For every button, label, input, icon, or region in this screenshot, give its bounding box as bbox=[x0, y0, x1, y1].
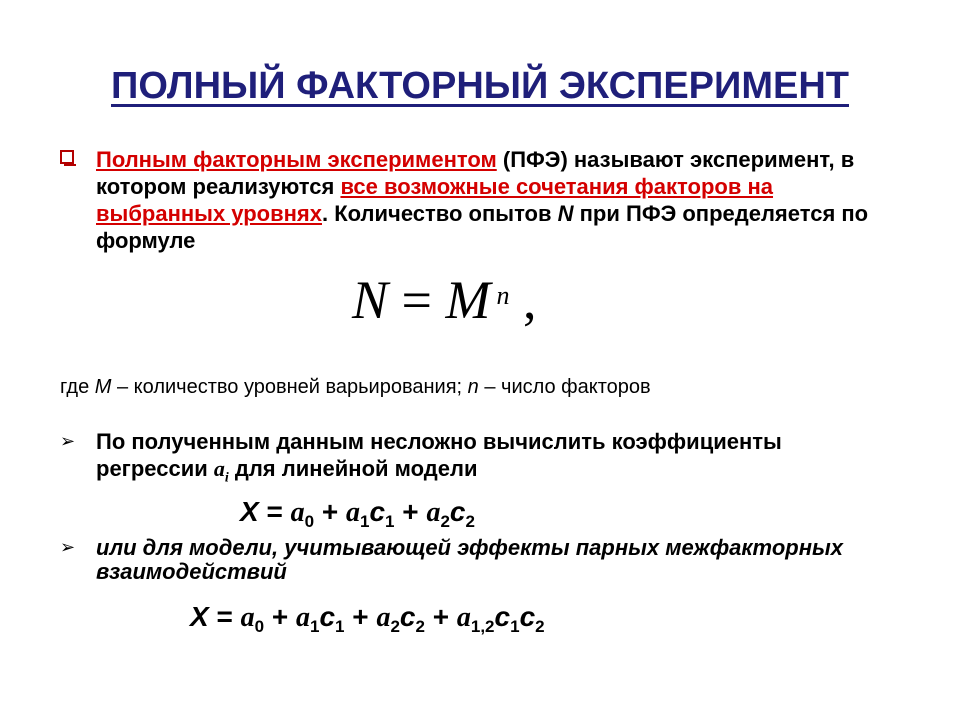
page-title: ПОЛНЫЙ ФАКТОРНЫЙ ЭКСПЕРИМЕНТ bbox=[111, 65, 849, 107]
arrow-bullet-icon: ➢ bbox=[60, 537, 76, 557]
regression-paragraph: По полученным данным несложно вычислить коэффициенты регрессии $a_i$ для линейной модели bbox=[96, 429, 782, 486]
definition-paragraph: Полным факторным экспериментом (ПФЭ) называют эксперимент, в котором реализуются все возможные сочетания факторов на выбранных уровнях. Количество опытов N при ПФЭ определяется по формуле bbox=[96, 147, 869, 253]
where-line: где M – количество уровней варьирования; n – число факторов bbox=[60, 376, 651, 398]
arrow-bullet-icon: ➢ bbox=[60, 431, 76, 451]
interaction-model-equation: $X = a_0 + a_1c_1 + a_2c_2 + a_{1,2}c_1c_2$ bbox=[190, 601, 545, 636]
interaction-paragraph: или для модели, учитывающей эффекты парных межфакторных взаимодействий bbox=[96, 535, 844, 584]
linear-model-equation: $X = a_0 + a_1c_1 + a_2c_2$ bbox=[240, 496, 475, 531]
var-n: N bbox=[557, 201, 574, 226]
square-bullet-icon bbox=[60, 150, 74, 164]
combinations-highlight: все возможные сочетания факторов на выбранных уровнях bbox=[96, 174, 774, 226]
main-formula: N = M $^n$ , bbox=[352, 270, 537, 330]
term-highlight: Полным факторным экспериментом bbox=[96, 147, 497, 172]
